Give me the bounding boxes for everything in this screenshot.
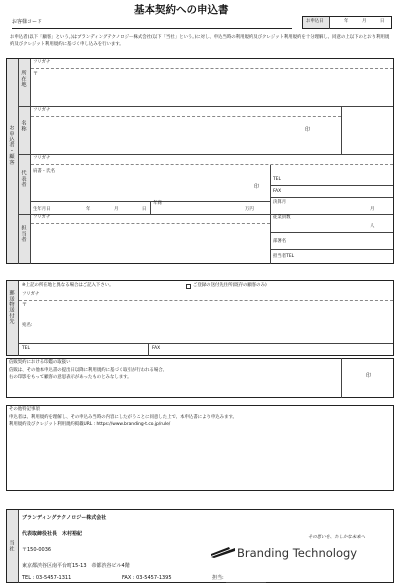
divider [341, 107, 342, 154]
staff-label: 担当者 [20, 225, 27, 243]
staff-tel-label: 担当者TEL [273, 254, 295, 259]
applicant-section-label: お申込者・顧客 [8, 125, 15, 165]
shipping-recipient-label: 宛名: [22, 323, 33, 328]
rep-name-input[interactable] [33, 178, 263, 198]
rep-title-name-label: 肩書・氏名 [33, 169, 55, 174]
company-postal: 〒150-0036 [22, 547, 52, 553]
credit-seal-text-1: 信販は、その他本申込書の提出日以降に利用規約に基づく取引が行われる場合、 [9, 368, 168, 373]
divider [18, 281, 19, 356]
credit-seal-text-2: 右の印影をもって顧客の意思表示があったものとみなします。 [9, 375, 132, 380]
divider [19, 343, 393, 344]
company-name: ブランディングテクノロジー株式会社 [22, 515, 107, 521]
other-notes-heading: その他特記事項 [9, 407, 40, 412]
rep-fax-label: FAX [273, 189, 282, 194]
customer-code-label: お客様コード [12, 19, 43, 25]
revenue-label: 年商 [153, 201, 162, 206]
company-representative: 代表取締役社長 木村裕紀 [22, 531, 83, 537]
company-staff-label: 担当: [212, 575, 224, 581]
application-date-label: お申込日 [306, 19, 324, 24]
address-label: 所在地 [20, 70, 27, 88]
shipping-note: ※上記の所在地と異なる場合はご記入下さい。 [22, 283, 114, 288]
divider [31, 164, 393, 165]
company-address: 東京都渋谷区南平台町15-13 帝都渋谷ビル4階 [22, 563, 130, 569]
intro-text: お申込者(以下「顧客」という。)はブランディングテクノロジー株式会社(以下「当社」という。)に対し、申込当時の利用規約及びクレジット利用規約を十分理解し、同意の上以下のとおり利用規約及びクレジット利用規約に基づく申し込みを行います。 [10, 35, 390, 47]
divider [329, 17, 330, 29]
divider [271, 249, 393, 250]
other-notes-text-2: 利用規約及びクレジット利用規約掲載URL : https://www.branding-t.co.jp/rule/ [9, 422, 171, 427]
rep-seal-mark[interactable]: 印 [254, 184, 260, 190]
divider [31, 223, 270, 224]
divider [30, 59, 31, 264]
shipping-recipient-input[interactable] [40, 322, 390, 342]
divider [148, 343, 149, 356]
brand-logo-text: Branding Technology [237, 546, 358, 560]
department-label: 部署名 [273, 239, 287, 244]
page-title: 基本契約への申込書 [134, 4, 229, 16]
existing-address-checkbox[interactable] [186, 284, 191, 289]
company-section-label: 当社 [8, 540, 15, 552]
divider [19, 214, 393, 215]
shipping-address-input[interactable] [30, 302, 390, 322]
birth-date-label: 生年月日 [33, 207, 51, 212]
employees-label: 従業員数 [273, 215, 291, 220]
fiscal-month-unit[interactable]: 月 [370, 207, 375, 212]
application-date-month[interactable]: 月 [362, 19, 367, 24]
company-name-input[interactable] [33, 118, 338, 152]
company-tel: TEL : 03-5457-1311 [22, 575, 72, 581]
divider [18, 510, 19, 583]
other-notes-text-1: 申込者は、利用規約を理解し、その申込み当時の内容にしたがうことに同意した上で、本申込書により申込みます。 [9, 415, 237, 420]
shipping-section-label: 郵送物送付先 [8, 290, 15, 325]
divider [226, 582, 266, 583]
address-input[interactable] [40, 70, 390, 104]
fiscal-month-label: 決算月 [273, 200, 287, 205]
divider [150, 201, 151, 214]
credit-seal-mark[interactable]: 印 [366, 373, 372, 379]
customer-code-field[interactable] [12, 28, 292, 29]
credit-seal-heading: 信販契約における印鑑の取扱い [9, 360, 71, 365]
name-label: 名称 [20, 120, 27, 132]
employees-unit[interactable]: 人 [370, 224, 375, 229]
address-postal-mark: 〒 [33, 71, 39, 77]
other-notes-input[interactable] [9, 431, 389, 487]
divider [19, 154, 393, 155]
representative-label: 代表者 [20, 170, 27, 188]
rep-furigana-label: フリガナ [33, 156, 51, 161]
company-tagline: その思いを、たしかな未来へ [308, 535, 366, 540]
name-furigana-label: フリガナ [33, 108, 51, 113]
divider [19, 106, 393, 107]
name-seal-mark[interactable]: 印 [305, 127, 311, 133]
brand-logo-icon [211, 545, 235, 559]
birth-year-unit[interactable]: 年 [86, 207, 91, 212]
divider [271, 197, 393, 198]
application-date-year[interactable]: 年 [344, 19, 349, 24]
staff-name-input[interactable] [33, 226, 263, 260]
birth-month-unit[interactable]: 月 [114, 207, 119, 212]
birth-day-unit[interactable]: 日 [142, 207, 147, 212]
address-furigana-label: フリガナ [33, 60, 51, 65]
divider [341, 358, 342, 398]
divider [19, 300, 393, 301]
divider [31, 116, 341, 117]
revenue-unit[interactable]: 万円 [245, 207, 254, 212]
shipping-tel-label: TEL [22, 346, 30, 351]
shipping-postal-mark: 〒 [22, 302, 28, 308]
divider [271, 185, 393, 186]
application-date-day[interactable]: 日 [380, 19, 385, 24]
divider [271, 232, 393, 233]
rep-tel-label: TEL [273, 177, 281, 182]
shipping-furigana-label: フリガナ [22, 292, 40, 297]
existing-address-label: ご登録の送付先住所(既存の顧客のみ) [193, 283, 267, 288]
staff-furigana-label: フリガナ [33, 215, 51, 220]
divider [31, 68, 393, 69]
shipping-fax-label: FAX [152, 346, 161, 351]
company-fax: FAX : 03-5457-1395 [122, 575, 172, 581]
